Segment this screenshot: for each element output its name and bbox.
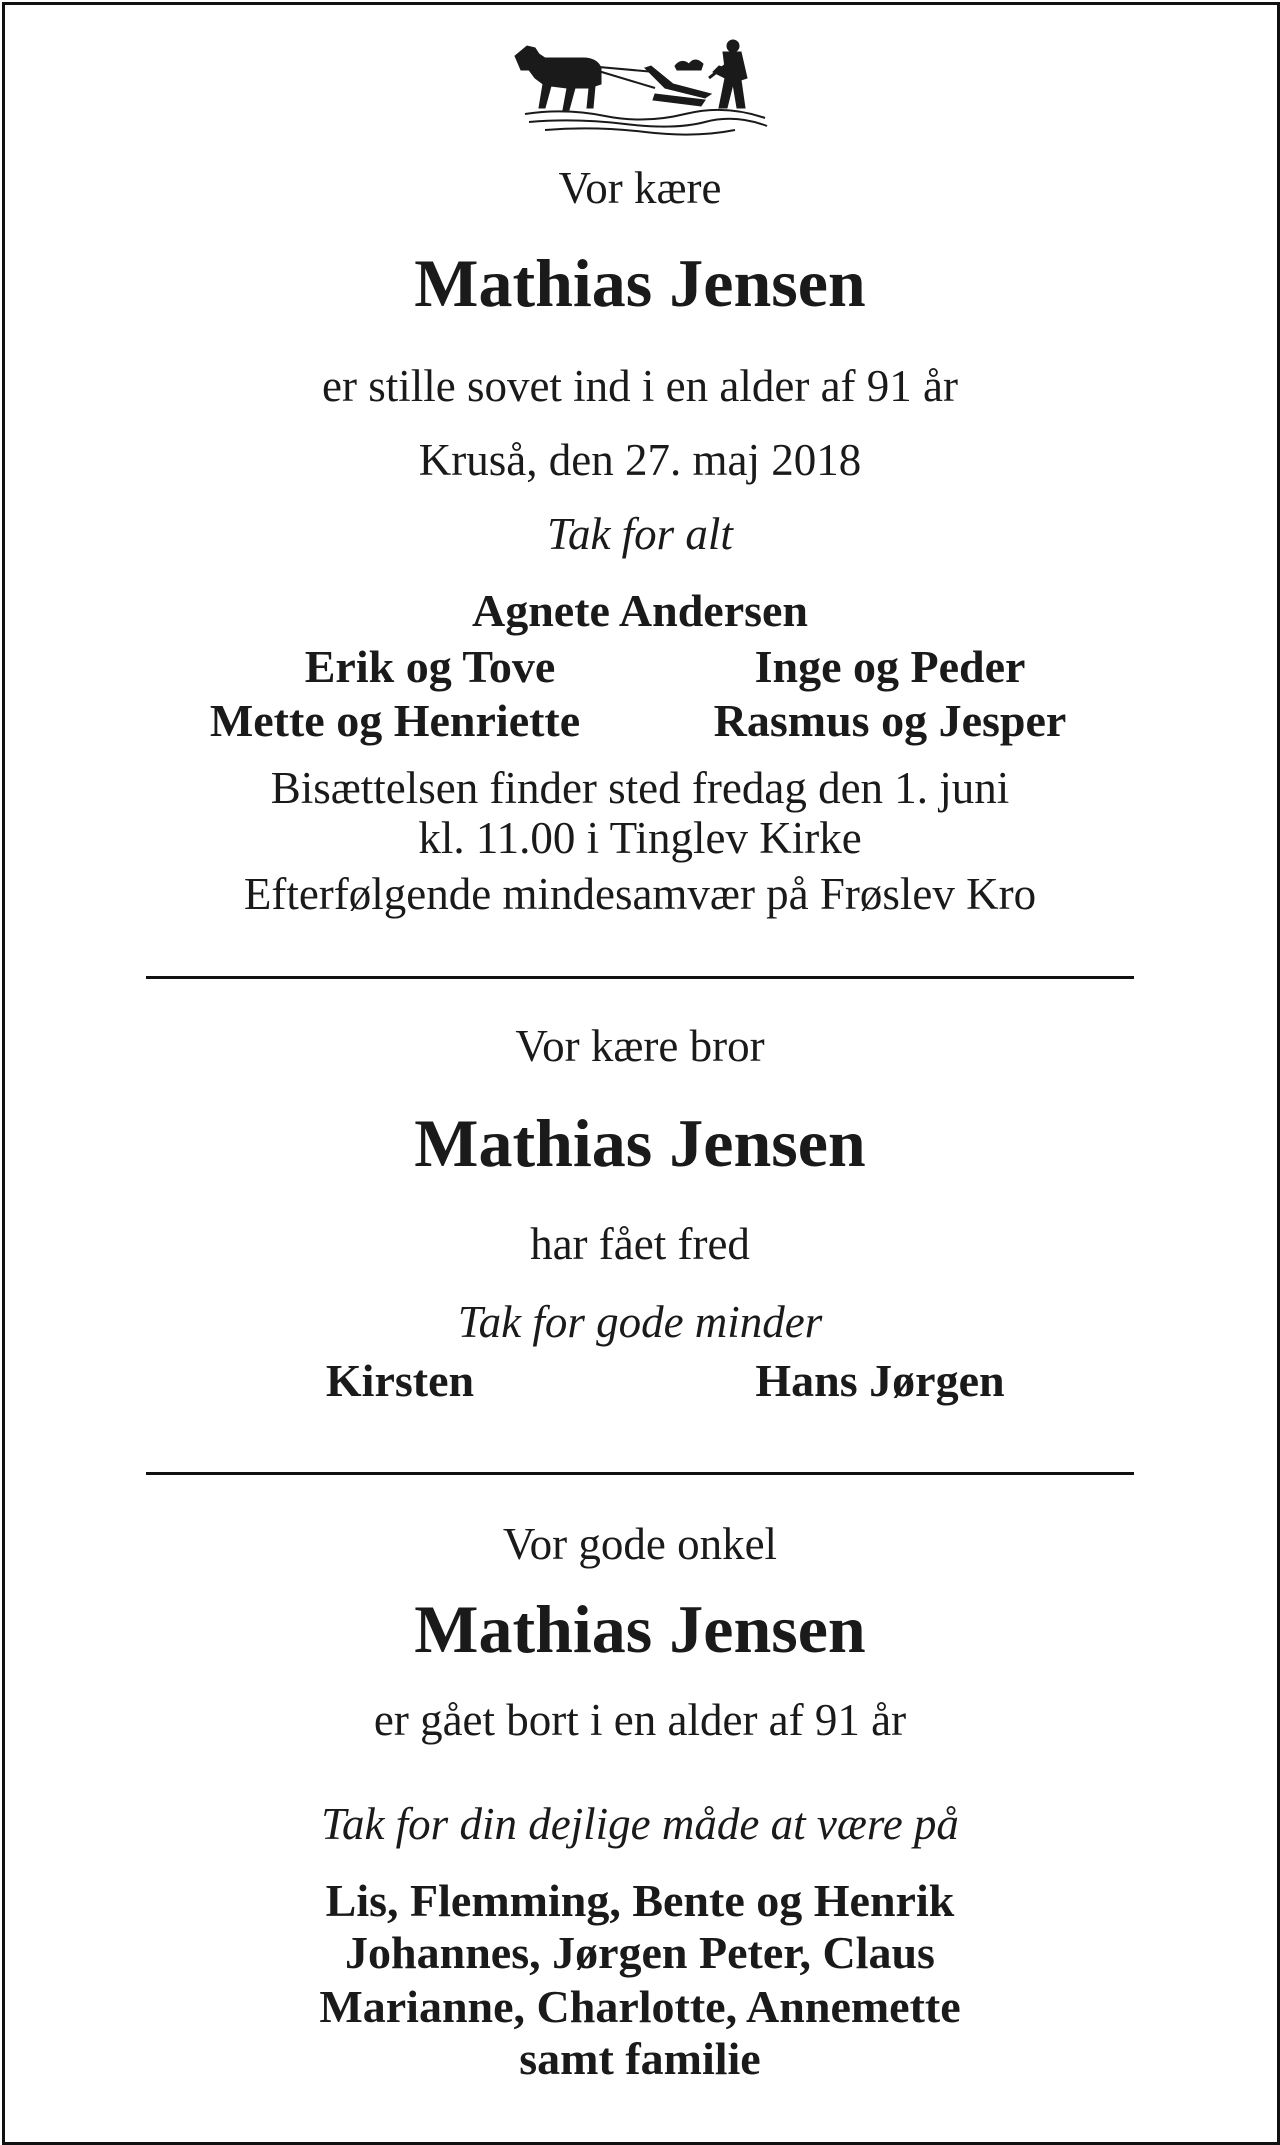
notice1-intro: Vor kære — [558, 163, 722, 213]
divider-2 — [146, 1472, 1134, 1475]
notice1-thanks: Tak for alt — [547, 509, 733, 559]
notice3-family-line-4: samt familie — [519, 2033, 761, 2084]
notice1-funeral-line-1: Bisættelsen finder sted fredag den 1. juni — [270, 763, 1010, 813]
notice2-name: Mathias Jensen — [414, 1105, 866, 1181]
notice3-family-line-2: Johannes, Jørgen Peter, Claus — [345, 1927, 935, 1978]
divider-1 — [146, 976, 1134, 979]
notice2-line: har fået fred — [530, 1219, 750, 1269]
notice3-family-line-3: Marianne, Charlotte, Annemette — [319, 1981, 961, 2032]
notice1-family-left-1: Erik og Tove — [304, 641, 556, 692]
notice1-family-left-2: Mette og Henriette — [209, 695, 581, 746]
notice3-age-line: er gået bort i en alder af 91 år — [373, 1695, 907, 1745]
notice1-family-right-2: Rasmus og Jesper — [713, 695, 1067, 746]
notice1-name: Mathias Jensen — [414, 245, 866, 321]
notice1-funeral-line-3: Efterfølgende mindesamvær på Frøslev Kro — [243, 869, 1037, 919]
notice3-thanks: Tak for din dejlige måde at være på — [321, 1799, 959, 1849]
notice3-name: Mathias Jensen — [414, 1591, 866, 1667]
notice1-place-date: Kruså, den 27. maj 2018 — [418, 435, 862, 485]
notice2-sign-right: Hans Jørgen — [755, 1355, 1005, 1406]
notice2-thanks: Tak for gode minder — [457, 1297, 823, 1347]
notice1-family-right-1: Inge og Peder — [754, 641, 1026, 692]
notice3-intro: Vor gode onkel — [502, 1519, 778, 1569]
notice3-family-line-1: Lis, Flemming, Bente og Henrik — [325, 1875, 955, 1926]
notice2-sign-left: Kirsten — [325, 1355, 475, 1406]
notice1-age-line: er stille sovet ind i en alder af 91 år — [321, 361, 959, 411]
horse-plough-icon — [505, 38, 775, 138]
notice2-intro: Vor kære bror — [515, 1021, 765, 1071]
notice1-family-head: Agnete Andersen — [471, 585, 809, 636]
notice1-funeral-line-2: kl. 11.00 i Tinglev Kirke — [418, 813, 862, 863]
